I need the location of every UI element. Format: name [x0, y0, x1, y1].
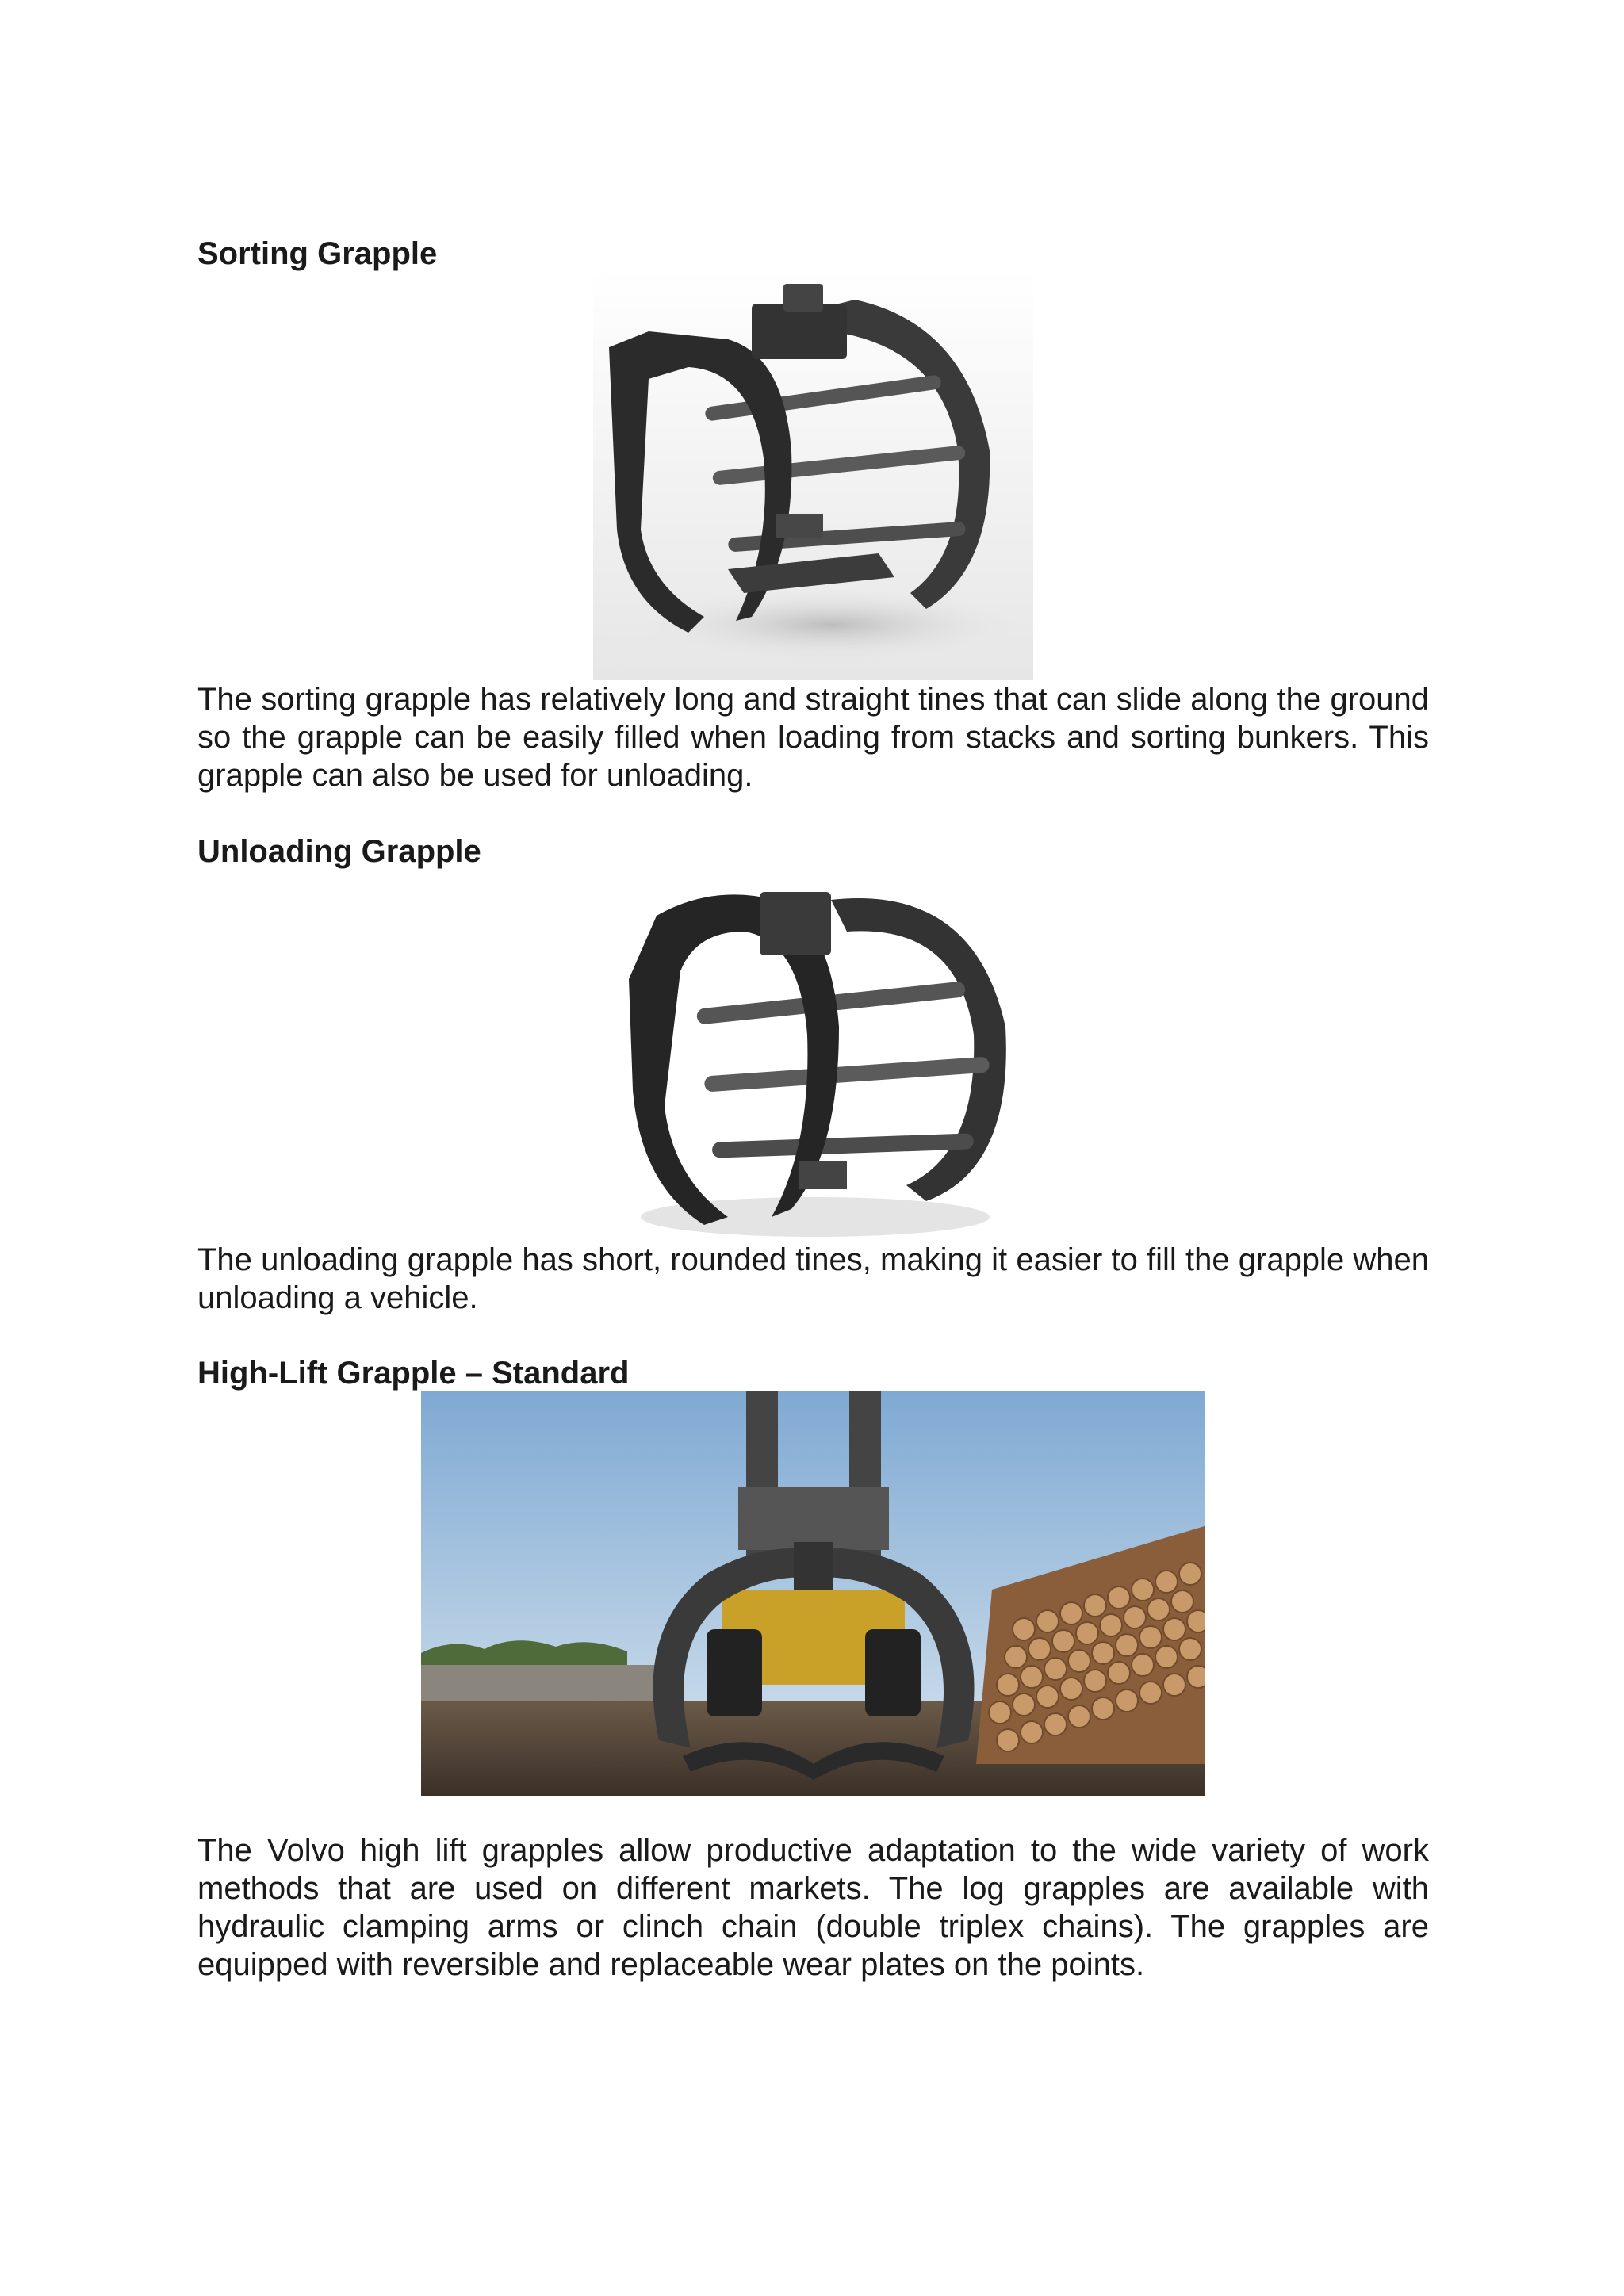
sorting-grapple-photo — [593, 268, 1033, 680]
unloading-grapple-photo — [593, 868, 1025, 1241]
section-heading-unloading-grapple: Unloading Grapple — [197, 834, 481, 869]
section-paragraph-high-lift-grapple: The Volvo high lift grapples allow productive adaptation to the wide variety of work methods that are used on different markets. The log grapples are available with hydraulic clamping arms or clinch chain (double triplex chains). The grapples are equipped with reversible and replaceable wear plates on the points. — [197, 1833, 1429, 1982]
section-heading-high-lift-grapple: High-Lift Grapple – Standard — [197, 1356, 630, 1391]
section-paragraph-unloading-grapple: The unloading grapple has short, rounded tines, making it easier to fill the grapple when unloading a vehicle. — [197, 1242, 1429, 1315]
high-lift-grapple-photo — [421, 1391, 1205, 1796]
section-paragraph-sorting-grapple: The sorting grapple has relatively long and straight tines that can slide along the ground so the grapple can be easily filled when loading from stacks and sorting bunkers. This grapple can also be used for unloading. — [197, 682, 1429, 793]
section-heading-sorting-grapple: Sorting Grapple — [197, 236, 438, 271]
